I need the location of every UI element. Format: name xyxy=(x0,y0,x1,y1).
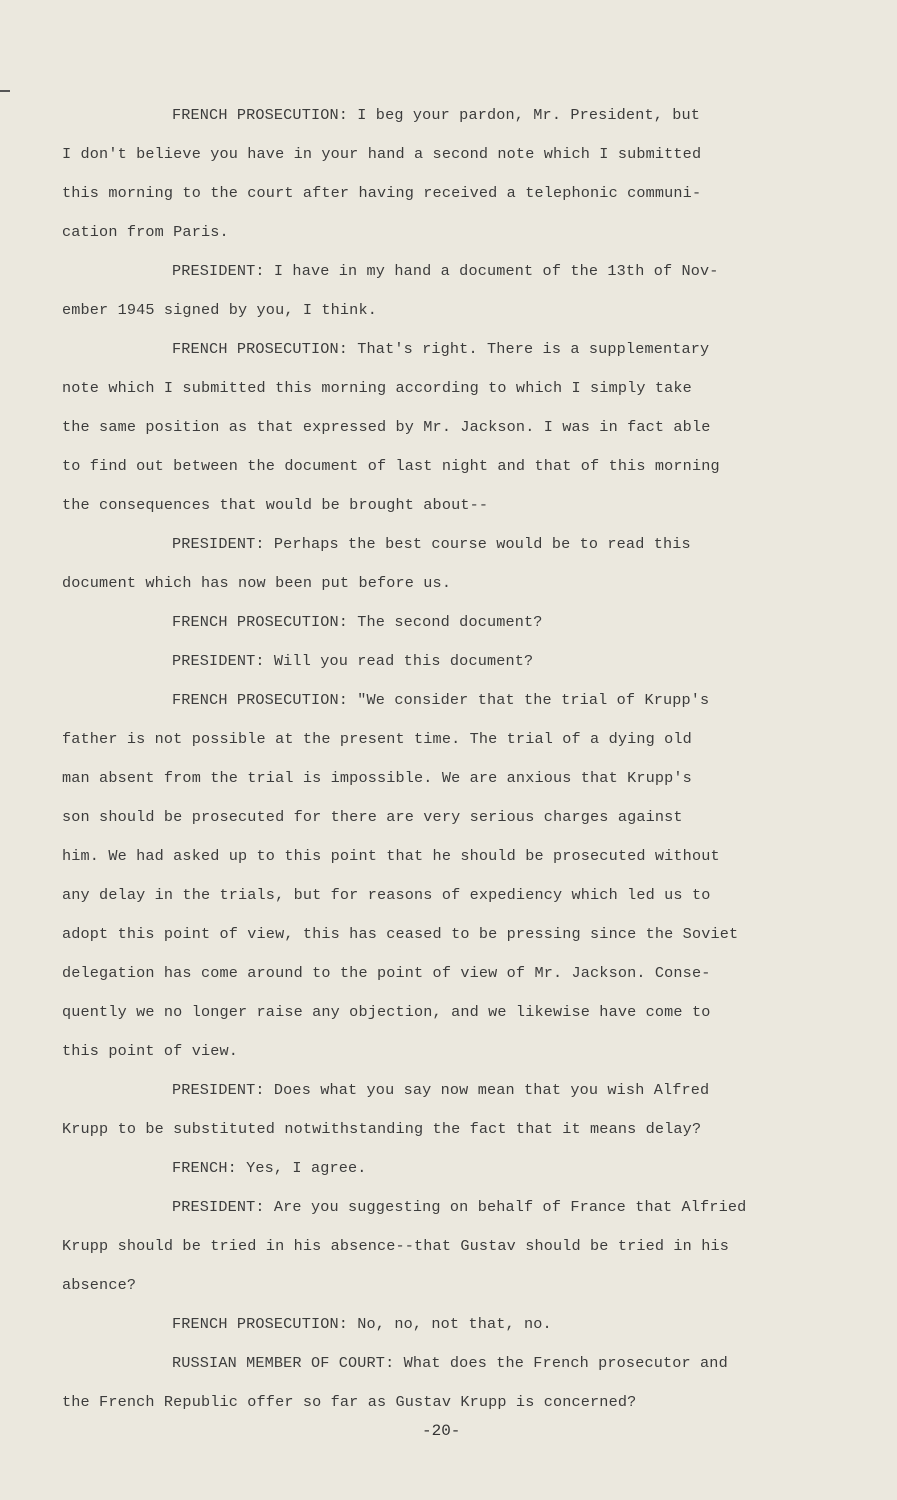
text-line: him. We had asked up to this point that he should be prosecuted without xyxy=(62,847,720,865)
text-line: PRESIDENT: I have in my hand a document of the 13th of Nov- xyxy=(172,262,719,280)
text-line: Krupp to be substituted notwithstanding the fact that it means delay? xyxy=(62,1120,702,1138)
text-line: father is not possible at the present time. The trial of a dying old xyxy=(62,730,692,748)
text-line: note which I submitted this morning according to which I simply take xyxy=(62,379,692,397)
text-line: the French Republic offer so far as Gustav Krupp is concerned? xyxy=(62,1393,637,1411)
text-line: cation from Paris. xyxy=(62,223,229,241)
text-line: absence? xyxy=(62,1276,137,1294)
text-line: Krupp should be tried in his absence--that Gustav should be tried in his xyxy=(62,1237,730,1255)
text-line: FRENCH PROSECUTION: "We consider that the trial of Krupp's xyxy=(172,691,710,709)
text-line: I don't believe you have in your hand a second note which I submitted xyxy=(62,145,702,163)
page-number: -20- xyxy=(422,1422,461,1440)
text-line: FRENCH PROSECUTION: That's right. There is a supplementary xyxy=(172,340,710,358)
text-line: PRESIDENT: Are you suggesting on behalf of France that Alfried xyxy=(172,1198,747,1216)
text-line: to find out between the document of last night and that of this morning xyxy=(62,457,720,475)
text-line: FRENCH PROSECUTION: No, no, not that, no. xyxy=(172,1315,552,1333)
text-line: RUSSIAN MEMBER OF COURT: What does the French prosecutor and xyxy=(172,1354,728,1372)
text-line: son should be prosecuted for there are very serious charges against xyxy=(62,808,683,826)
text-line: the consequences that would be brought about-- xyxy=(62,496,489,514)
text-line: PRESIDENT: Will you read this document? xyxy=(172,652,534,670)
text-line: ember 1945 signed by you, I think. xyxy=(62,301,377,319)
text-line: FRENCH: Yes, I agree. xyxy=(172,1159,367,1177)
text-line: adopt this point of view, this has ceased to be pressing since the Soviet xyxy=(62,925,739,943)
text-line: quently we no longer raise any objection, and we likewise have come to xyxy=(62,1003,711,1021)
text-line: FRENCH PROSECUTION: I beg your pardon, Mr. President, but xyxy=(172,106,701,124)
edge-mark xyxy=(0,90,10,92)
text-line: PRESIDENT: Does what you say now mean that you wish Alfred xyxy=(172,1081,710,1099)
text-line: this point of view. xyxy=(62,1042,239,1060)
text-line: document which has now been put before us. xyxy=(62,574,452,592)
text-line: man absent from the trial is impossible. We are anxious that Krupp's xyxy=(62,769,692,787)
text-line: the same position as that expressed by Mr. Jackson. I was in fact able xyxy=(62,418,711,436)
text-line: PRESIDENT: Perhaps the best course would be to read this xyxy=(172,535,691,553)
text-line: FRENCH PROSECUTION: The second document? xyxy=(172,613,543,631)
text-line: delegation has come around to the point of view of Mr. Jackson. Conse- xyxy=(62,964,711,982)
text-line: any delay in the trials, but for reasons of expediency which led us to xyxy=(62,886,711,904)
text-line: this morning to the court after having received a telephonic communi- xyxy=(62,184,702,202)
